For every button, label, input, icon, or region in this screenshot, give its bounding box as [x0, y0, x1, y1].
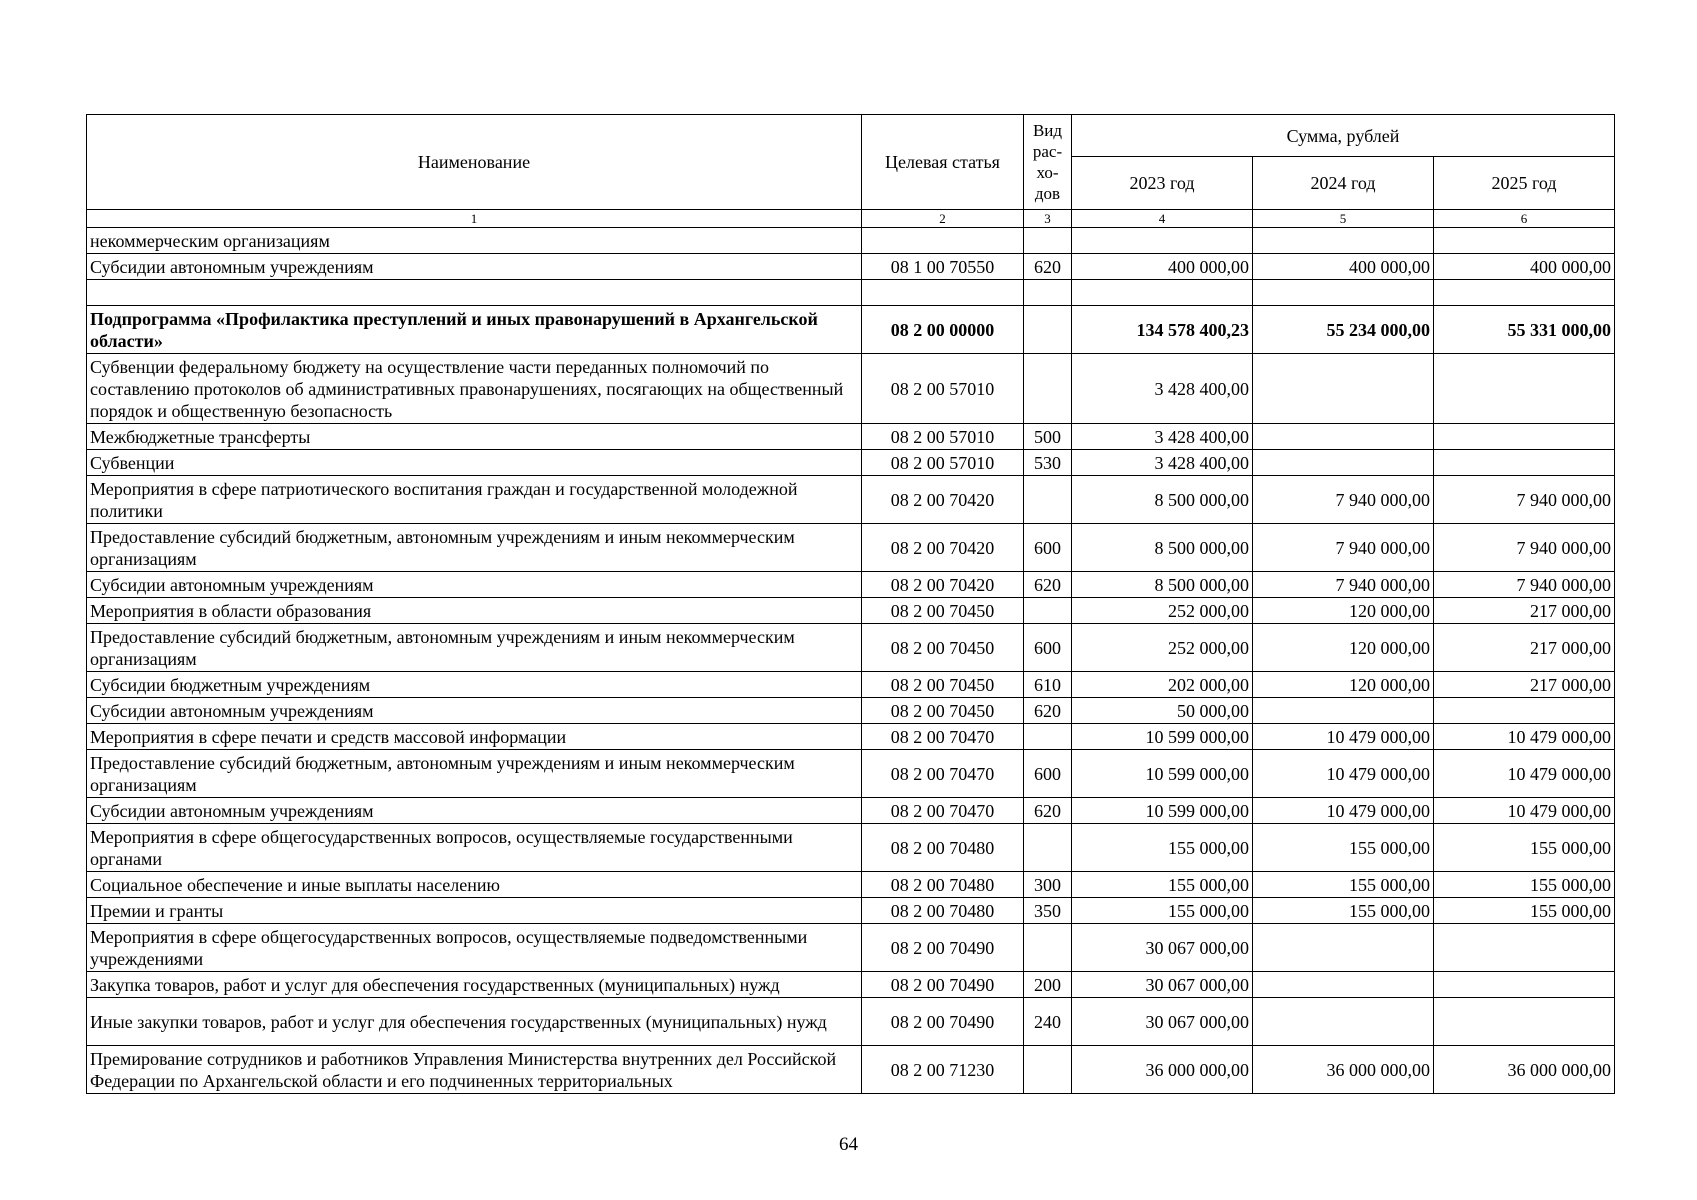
header-target-text: Целевая статья: [885, 152, 1000, 172]
row-amount-2023: 155 000,00: [1072, 824, 1253, 872]
table-row: [87, 698, 1615, 724]
row-amount-2023: 30 067 000,00: [1072, 998, 1253, 1046]
row-amount-2024: 155 000,00: [1253, 898, 1434, 924]
row-amount-2024: 55 234 000,00: [1253, 306, 1434, 354]
row-amount-2023: [1072, 228, 1253, 254]
row-target-code: 08 2 00 70480: [862, 872, 1024, 898]
row-target-code: 08 2 00 70480: [862, 898, 1024, 924]
row-amount-2025: 217 000,00: [1434, 672, 1615, 698]
row-name: Субсидии автономным учреждениям: [87, 798, 862, 824]
row-target-code: 08 2 00 70470: [862, 750, 1024, 798]
row-amount-2024: [1253, 924, 1434, 972]
row-expense-type: 620: [1024, 798, 1072, 824]
header-year-2024: 2024 год: [1253, 157, 1434, 210]
row-name: Премии и гранты: [87, 898, 862, 924]
table-row: [87, 872, 1615, 898]
row-amount-2023: 50 000,00: [1072, 698, 1253, 724]
row-expense-type: 620: [1024, 698, 1072, 724]
table-row: [87, 598, 1615, 624]
page-number: 64: [839, 1134, 858, 1155]
row-amount-2023: 252 000,00: [1072, 598, 1253, 624]
table-row: [87, 280, 1615, 306]
row-name: Субсидии автономным учреждениям: [87, 254, 862, 280]
row-amount-2023: 30 067 000,00: [1072, 972, 1253, 998]
row-amount-2025: 10 479 000,00: [1434, 798, 1615, 824]
row-amount-2023: 400 000,00: [1072, 254, 1253, 280]
table-row: [87, 424, 1615, 450]
row-expense-type: [1024, 598, 1072, 624]
header-target-article: [862, 115, 1024, 210]
row-target-code: 08 2 00 00000: [862, 306, 1024, 354]
row-target-code: 08 2 00 70490: [862, 998, 1024, 1046]
row-amount-2024: 155 000,00: [1253, 872, 1434, 898]
row-amount-2023: 30 067 000,00: [1072, 924, 1253, 972]
row-amount-2024: 155 000,00: [1253, 824, 1434, 872]
table-row: [87, 354, 1615, 424]
table-row: [87, 228, 1615, 254]
table-row: [87, 824, 1615, 872]
row-amount-2025: 400 000,00: [1434, 254, 1615, 280]
row-amount-2025: 7 940 000,00: [1434, 524, 1615, 572]
budget-table-container: [86, 114, 1614, 1094]
row-name: Субвенции федеральному бюджету на осуществление части переданных полномочий по составлению протоколов об административных правонарушениях, посягающих на общественный порядок и общественную безопасность: [87, 354, 862, 424]
row-target-code: 08 1 00 70550: [862, 254, 1024, 280]
column-number: 4: [1072, 210, 1253, 228]
column-number: 6: [1434, 210, 1615, 228]
row-amount-2024: 36 000 000,00: [1253, 1046, 1434, 1094]
row-amount-2025: [1434, 424, 1615, 450]
table-row: [87, 924, 1615, 972]
row-expense-type: 200: [1024, 972, 1072, 998]
row-name: Иные закупки товаров, работ и услуг для обеспечения государственных (муниципальных) нужд: [87, 998, 862, 1046]
row-amount-2023: 8 500 000,00: [1072, 524, 1253, 572]
row-expense-type: 620: [1024, 254, 1072, 280]
row-name: Предоставление субсидий бюджетным, автономным учреждениям и иным некоммерческим организациям: [87, 524, 862, 572]
table-row: [87, 750, 1615, 798]
table-row: [87, 672, 1615, 698]
row-target-code: 08 2 00 70470: [862, 798, 1024, 824]
column-number: 1: [87, 210, 862, 228]
budget-table: [86, 114, 1615, 1094]
row-amount-2025: [1434, 998, 1615, 1046]
row-amount-2024: [1253, 424, 1434, 450]
row-expense-type: [1024, 724, 1072, 750]
row-amount-2023: 134 578 400,23: [1072, 306, 1253, 354]
row-name: Предоставление субсидий бюджетным, автономным учреждениям и иным некоммерческим организациям: [87, 750, 862, 798]
table-row: [87, 1046, 1615, 1094]
row-amount-2023: 3 428 400,00: [1072, 450, 1253, 476]
row-expense-type: 240: [1024, 998, 1072, 1046]
header-year-2023: 2023 год: [1072, 157, 1253, 210]
row-amount-2024: 120 000,00: [1253, 624, 1434, 672]
row-amount-2024: 7 940 000,00: [1253, 524, 1434, 572]
table-row: [87, 998, 1615, 1046]
row-expense-type: [1024, 306, 1072, 354]
row-name: Субсидии бюджетным учреждениям: [87, 672, 862, 698]
row-amount-2025: [1434, 924, 1615, 972]
row-amount-2023: 10 599 000,00: [1072, 798, 1253, 824]
row-amount-2023: 3 428 400,00: [1072, 424, 1253, 450]
row-expense-type: 600: [1024, 624, 1072, 672]
row-expense-type: [1024, 354, 1072, 424]
header-vid-line: Вид: [1032, 121, 1063, 140]
row-name: Мероприятия в сфере патриотического воспитания граждан и государственной молодежной политики: [87, 476, 862, 524]
row-amount-2025: 55 331 000,00: [1434, 306, 1615, 354]
row-amount-2025: 155 000,00: [1434, 824, 1615, 872]
header-sum: Сумма, рублей: [1072, 115, 1615, 157]
table-row: [87, 572, 1615, 598]
row-amount-2025: 10 479 000,00: [1434, 750, 1615, 798]
row-amount-2024: 10 479 000,00: [1253, 798, 1434, 824]
row-amount-2023: 36 000 000,00: [1072, 1046, 1253, 1094]
row-target-code: 08 2 00 57010: [862, 354, 1024, 424]
row-amount-2024: [1253, 698, 1434, 724]
row-expense-type: [1024, 280, 1072, 306]
row-expense-type: [1024, 924, 1072, 972]
table-row: [87, 798, 1615, 824]
row-name: Премирование сотрудников и работников Управления Министерства внутренних дел Российской Федерации по Архангельской области и его подчиненных территориальных: [87, 1046, 862, 1094]
row-target-code: 08 2 00 70490: [862, 924, 1024, 972]
row-expense-type: 300: [1024, 872, 1072, 898]
row-amount-2025: [1434, 972, 1615, 998]
row-amount-2023: 10 599 000,00: [1072, 750, 1253, 798]
row-amount-2025: [1434, 450, 1615, 476]
row-name: некоммерческим организациям: [87, 228, 862, 254]
row-expense-type: [1024, 1046, 1072, 1094]
row-expense-type: 600: [1024, 750, 1072, 798]
row-amount-2024: [1253, 354, 1434, 424]
table-row: [87, 254, 1615, 280]
row-name: Подпрограмма «Профилактика преступлений и иных правонарушений в Архангельской области»: [87, 306, 862, 354]
table-row: [87, 476, 1615, 524]
row-amount-2025: 7 940 000,00: [1434, 572, 1615, 598]
table-row: [87, 972, 1615, 998]
row-name: Межбюджетные трансферты: [87, 424, 862, 450]
row-name: Субвенции: [87, 450, 862, 476]
row-amount-2025: [1434, 280, 1615, 306]
row-target-code: 08 2 00 70490: [862, 972, 1024, 998]
row-amount-2024: 7 940 000,00: [1253, 572, 1434, 598]
row-amount-2023: [1072, 280, 1253, 306]
table-row: [87, 898, 1615, 924]
row-amount-2025: [1434, 228, 1615, 254]
table-row: [87, 624, 1615, 672]
row-amount-2023: 252 000,00: [1072, 624, 1253, 672]
row-expense-type: 530: [1024, 450, 1072, 476]
row-amount-2024: 10 479 000,00: [1253, 724, 1434, 750]
row-target-code: 08 2 00 70450: [862, 672, 1024, 698]
row-expense-type: 350: [1024, 898, 1072, 924]
row-name: Субсидии автономным учреждениям: [87, 698, 862, 724]
row-target-code: 08 2 00 70420: [862, 524, 1024, 572]
header-year-2025: 2025 год: [1434, 157, 1615, 210]
row-name: Мероприятия в сфере общегосударственных вопросов, осуществляемые подведомственными учреждениями: [87, 924, 862, 972]
row-name: Мероприятия в области образования: [87, 598, 862, 624]
row-amount-2024: 120 000,00: [1253, 598, 1434, 624]
column-number-row: [87, 210, 1615, 228]
row-amount-2024: 10 479 000,00: [1253, 750, 1434, 798]
row-expense-type: 500: [1024, 424, 1072, 450]
row-name: Субсидии автономным учреждениям: [87, 572, 862, 598]
row-amount-2023: 202 000,00: [1072, 672, 1253, 698]
table-row: [87, 524, 1615, 572]
row-expense-type: [1024, 824, 1072, 872]
row-amount-2025: 217 000,00: [1434, 624, 1615, 672]
table-row: [87, 306, 1615, 354]
column-number: 2: [862, 210, 1024, 228]
row-amount-2025: 155 000,00: [1434, 872, 1615, 898]
row-target-code: 08 2 00 70450: [862, 624, 1024, 672]
header-vid-line: хо-: [1036, 163, 1059, 182]
row-expense-type: 620: [1024, 572, 1072, 598]
row-name: Социальное обеспечение и иные выплаты населению: [87, 872, 862, 898]
column-number: 5: [1253, 210, 1434, 228]
row-amount-2024: [1253, 998, 1434, 1046]
row-amount-2023: 10 599 000,00: [1072, 724, 1253, 750]
row-target-code: [862, 228, 1024, 254]
row-amount-2025: 7 940 000,00: [1434, 476, 1615, 524]
row-amount-2023: 3 428 400,00: [1072, 354, 1253, 424]
header-expense-type: [1024, 115, 1072, 210]
row-amount-2025: 155 000,00: [1434, 898, 1615, 924]
header-vid-line: рас-: [1032, 142, 1063, 161]
row-amount-2024: 120 000,00: [1253, 672, 1434, 698]
row-expense-type: [1024, 228, 1072, 254]
row-target-code: 08 2 00 57010: [862, 424, 1024, 450]
row-name: Мероприятия в сфере печати и средств массовой информации: [87, 724, 862, 750]
table-row: [87, 724, 1615, 750]
row-target-code: 08 2 00 70450: [862, 598, 1024, 624]
row-amount-2023: 8 500 000,00: [1072, 476, 1253, 524]
row-amount-2023: 155 000,00: [1072, 872, 1253, 898]
row-amount-2024: [1253, 450, 1434, 476]
row-name: Мероприятия в сфере общегосударственных вопросов, осуществляемые государственными органами: [87, 824, 862, 872]
table-header: [87, 115, 1615, 228]
row-amount-2025: 36 000 000,00: [1434, 1046, 1615, 1094]
row-expense-type: 610: [1024, 672, 1072, 698]
row-target-code: 08 2 00 70420: [862, 476, 1024, 524]
row-name: Предоставление субсидий бюджетным, автономным учреждениям и иным некоммерческим организациям: [87, 624, 862, 672]
row-amount-2023: 8 500 000,00: [1072, 572, 1253, 598]
row-amount-2024: 7 940 000,00: [1253, 476, 1434, 524]
column-number: 3: [1024, 210, 1072, 228]
row-target-code: 08 2 00 70470: [862, 724, 1024, 750]
row-amount-2024: [1253, 228, 1434, 254]
row-amount-2025: 217 000,00: [1434, 598, 1615, 624]
row-name: Закупка товаров, работ и услуг для обеспечения государственных (муниципальных) нужд: [87, 972, 862, 998]
row-amount-2023: 155 000,00: [1072, 898, 1253, 924]
row-expense-type: 600: [1024, 524, 1072, 572]
row-expense-type: [1024, 476, 1072, 524]
table-body: [87, 228, 1615, 1094]
row-amount-2024: [1253, 972, 1434, 998]
row-amount-2025: [1434, 698, 1615, 724]
row-amount-2025: 10 479 000,00: [1434, 724, 1615, 750]
row-target-code: 08 2 00 70420: [862, 572, 1024, 598]
row-target-code: 08 2 00 70450: [862, 698, 1024, 724]
header-vid-line: дов: [1034, 184, 1061, 203]
row-name: [87, 280, 862, 306]
table-row: [87, 450, 1615, 476]
row-target-code: 08 2 00 57010: [862, 450, 1024, 476]
row-target-code: 08 2 00 71230: [862, 1046, 1024, 1094]
row-amount-2024: 400 000,00: [1253, 254, 1434, 280]
row-target-code: 08 2 00 70480: [862, 824, 1024, 872]
row-amount-2025: [1434, 354, 1615, 424]
row-amount-2024: [1253, 280, 1434, 306]
header-name: Наименование: [87, 115, 862, 210]
row-target-code: [862, 280, 1024, 306]
